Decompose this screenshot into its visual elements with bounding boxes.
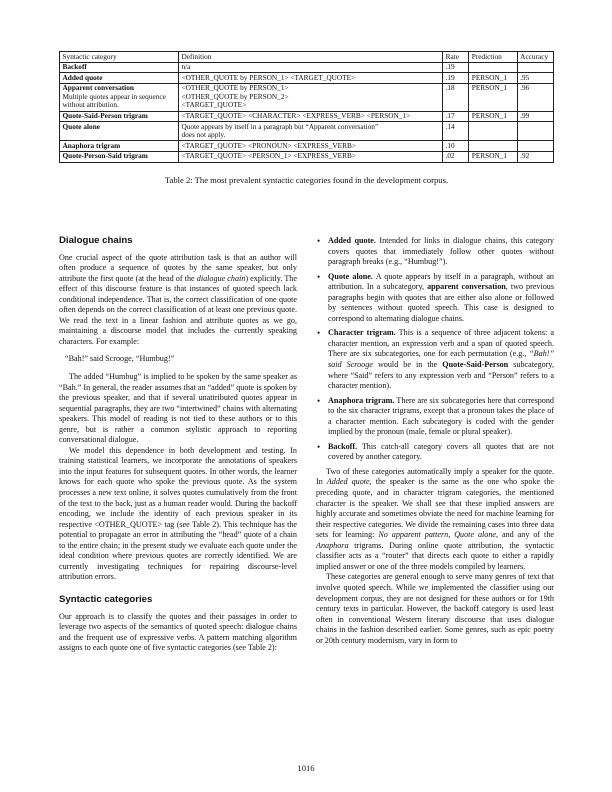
definition-line: <OTHER_QUOTE by PERSON_1> <TARGET_QUOTE> xyxy=(181,72,356,82)
cell-category xyxy=(60,83,179,111)
category-name: Apparent conversation xyxy=(62,83,134,93)
cell-rate: .17 xyxy=(443,111,469,122)
syntactic-categories-table-wrap xyxy=(59,51,554,163)
text-span: , and any of the xyxy=(496,530,554,540)
paragraph: Our approach is to classify the quotes and their passages in order to leverage two aspects of the semantics of quoted speech: dialogue chains and the frequent use of expressive verbs. A pattern matching algorithm assigns to each quote one of five syntactic categories (see Table 2): xyxy=(59,611,297,653)
cell-definition xyxy=(178,151,442,162)
cell-rate: .14 xyxy=(443,122,469,141)
section-heading-syntactic-categories: Syntactic categories xyxy=(59,593,153,605)
cell-category xyxy=(60,141,179,152)
definition-line: <TARGET_QUOTE> <PRONOUN> <EXPRESS_VERB> xyxy=(181,140,356,150)
list-item xyxy=(316,396,554,438)
text-span: One crucial aspect of the quote attribution task is that an author will often produce a sequence of quotes by the same speaker, but only attribute the first quote (at the head of the xyxy=(59,252,297,283)
cell-accuracy xyxy=(517,141,553,152)
table-row xyxy=(60,83,554,111)
definition-line: <TARGET_QUOTE> xyxy=(181,100,247,110)
definition-line: <OTHER_QUOTE by PERSON_2> xyxy=(181,91,289,101)
table-row xyxy=(60,111,554,122)
right-column xyxy=(316,236,554,646)
list-item xyxy=(316,272,554,325)
text-span: ) explicitly. The effect of this discourse feature is that instances of quoted speech lack conditional independence. That is, the correct classification of one quote often depends on the correct classification of at least one previous quote. We read the text in a linear fashion and attribute quotes as we go, maintaining a discourse model that includes the currently speaking characters. For example: xyxy=(59,273,297,346)
header-accuracy: Accuracy xyxy=(517,52,553,63)
italic-term: Anaphora xyxy=(316,540,349,550)
cell-accuracy: .96 xyxy=(517,83,553,111)
header-prediction: Prediction xyxy=(469,52,517,63)
italic-term: dialogue chain xyxy=(196,273,246,283)
cell-category xyxy=(60,122,179,141)
cell-rate: .19 xyxy=(443,62,469,73)
cell-rate: .19 xyxy=(443,73,469,84)
text-span: This is a sequence of three adjacent tokens: a character mention, an expression verb and a span of quoted speech. There are six subcategories, one for each permutation (e.g., xyxy=(328,328,554,359)
definition-line: <TARGET_QUOTE> <CHARACTER> <EXPRESS_VERB> <PERSON_1> xyxy=(181,111,411,121)
table-body xyxy=(60,62,554,162)
section-heading-dialogue-chains: Dialogue chains xyxy=(59,235,133,246)
bullet-icon: • xyxy=(317,271,321,282)
category-name: Anaphora trigram xyxy=(62,140,121,150)
table-row xyxy=(60,122,554,141)
left-column xyxy=(59,236,297,654)
cell-definition xyxy=(178,122,442,141)
cell-rate: .10 xyxy=(443,141,469,152)
table-row xyxy=(60,151,554,162)
list-term: Anaphora trigram. xyxy=(328,395,395,405)
list-term: Character trigram. xyxy=(328,328,396,338)
cell-accuracy: .99 xyxy=(517,111,553,122)
definition-line: n/a xyxy=(181,62,191,72)
text-span: A quote appears by itself in a paragraph, without an attribution. In a subcategory, xyxy=(328,271,554,292)
bullet-icon: • xyxy=(317,236,321,246)
cell-category xyxy=(60,62,179,73)
text-span: This catch-all category covers all quotes that are not covered by another category. xyxy=(328,441,554,462)
category-name: Quote-Person-Said trigram xyxy=(62,151,148,161)
cell-prediction xyxy=(469,122,517,141)
bold-term: apparent conversation xyxy=(427,282,506,292)
paragraph: These categories are general enough to serve many genres of text that involve quoted speech. While we implemented the classifier using our development corpus, they are not designed for these authors or for 19th century texts in particular. However, the backoff category is used least often in conventional Western literary discourse that uses dialogue chains in the fashion described earlier. Some genres, such as epic poetry or 20th century modernism, vary in form to xyxy=(316,572,554,645)
definition-line: does not apply. xyxy=(181,130,226,140)
text-span: subcategory, where “Said” refers to any expression verb and “Person” refers to a character mention). xyxy=(328,360,554,391)
list-item xyxy=(316,328,554,391)
list-item xyxy=(316,442,554,463)
bullet-icon: • xyxy=(317,441,321,452)
cell-rate: .02 xyxy=(443,151,469,162)
category-name: Backoff xyxy=(62,62,87,72)
paragraph: The added “Humbug” is implied to be spoken by the same speaker as “Bah.” In general, the reader assumes that an “added” quote is spoken by the previous speaker, and that if several unattributed quotes appear in sequential paragraphs, they are two “intertwined” chains with alternating speakers. This model of reading is not tied to these authors or to this genre, but is rather a common stylistic approach to reporting conversational dialogue. xyxy=(59,372,297,445)
list-item xyxy=(316,236,554,268)
list-term: Backoff. xyxy=(328,441,358,451)
cell-accuracy: .92 xyxy=(517,151,553,162)
category-name: Quote alone xyxy=(62,121,100,131)
list-term: Added quote. xyxy=(328,236,376,245)
category-note: Multiple quotes appear in sequence without attribution. xyxy=(62,91,166,110)
category-name: Quote-Said-Person trigram xyxy=(62,111,148,121)
cell-rate: .18 xyxy=(443,83,469,111)
definition-line: <OTHER_QUOTE by PERSON_1> xyxy=(181,83,289,93)
text-span: would be in the xyxy=(372,360,443,370)
text-span: There are six subcategories here that correspond to the six character trigrams, except that a pronoun takes the place of a character mention. Each subcategory is coded with the gender implied by the pronoun (male, female or plural speaker). xyxy=(328,395,554,437)
header-definition: Definition xyxy=(178,52,442,63)
cell-category xyxy=(60,73,179,84)
cell-accuracy: .95 xyxy=(517,73,553,84)
cell-category xyxy=(60,111,179,122)
cell-accuracy xyxy=(517,122,553,141)
list-term: Quote alone. xyxy=(328,271,373,281)
cell-prediction xyxy=(469,62,517,73)
cell-definition xyxy=(178,83,442,111)
syntactic-categories-table xyxy=(59,51,554,163)
table-header-row xyxy=(60,52,554,63)
bullet-icon: • xyxy=(317,395,321,406)
cell-prediction xyxy=(469,141,517,152)
header-category: Syntactic category xyxy=(60,52,179,63)
header-rate: Rate xyxy=(443,52,469,63)
page-number: 1016 xyxy=(297,763,315,773)
category-name: Added quote xyxy=(62,72,103,82)
text-span: , two previous paragraphs begin with quotes that are either also alone or followed by sentences without quoted speech. This case is designed to correspond to alternating dialogue chains. xyxy=(328,282,555,323)
cell-definition xyxy=(178,111,442,122)
cell-definition xyxy=(178,62,442,73)
definition-line: <TARGET_QUOTE> <PERSON_1> <EXPRESS_VERB> xyxy=(181,151,356,161)
table-row xyxy=(60,73,554,84)
cell-accuracy xyxy=(517,62,553,73)
definition-line: Quote appears by itself in a paragraph but “Apparent conversation” xyxy=(181,121,379,131)
example-quote: “Bah!” said Scrooge, “Humbug!” xyxy=(65,354,175,364)
paragraph xyxy=(59,253,297,348)
cell-prediction: PERSON_1 xyxy=(469,111,517,122)
text-span: Two of these categories automatically imply a speaker for the quote. In xyxy=(316,466,554,487)
italic-term: Added quote xyxy=(326,477,370,487)
cell-definition xyxy=(178,141,442,152)
italic-term: “Bah!” said Scrooge xyxy=(328,349,554,370)
text-span: trigrams. During online quote attribution, the syntactic classifier acts as a “router” that directs each quote to either a rapidly implied answer or one of the three models compiled by learners. xyxy=(316,540,554,571)
bold-term: Quote-Said-Person xyxy=(442,360,509,370)
category-list xyxy=(316,236,554,463)
paragraph xyxy=(316,467,554,572)
cell-prediction: PERSON_1 xyxy=(469,151,517,162)
cell-definition xyxy=(178,73,442,84)
text-span: Intended for links in dialogue chains, this category covers quotes that immediately follow other quotes without paragraph breaks (e.g., “Humbug!”). xyxy=(328,236,554,267)
table-caption: Table 2: The most prevalent syntactic categories found in the development corpus. xyxy=(164,175,449,185)
cell-prediction: PERSON_1 xyxy=(469,83,517,111)
text-span: , the speaker is the same as the one who spoke the preceding quote, and in character trigram categories, the mentioned character is the speaker. We shall see that these implied answers are highly accurate and sometimes obviate the need for machine learning for their respective categories. We divide the remaining cases into three data sets for learning: xyxy=(316,477,555,540)
table-row xyxy=(60,62,554,73)
table-row xyxy=(60,141,554,152)
bullet-icon: • xyxy=(317,328,321,339)
cell-prediction: PERSON_1 xyxy=(469,73,517,84)
italic-term: No apparent pattern, Quote alone xyxy=(378,530,497,540)
paragraph: We model this dependence in both development and testing. In training statistical learners, we incorporate the annotations of speakers into the input features for subsequent quotes. In other words, the learner knows for each quote who spoke the previous quote. As the system processes a new text online, it solves quotes cumulatively from the front of the text to the back, just as a human reader would. During the backoff encoding, we include the identity of each previous speaker in its respective <OTHER_QUOTE> tag (see Table 2). This technique has the potential to propagate an error in attributing the “head” quote of a chain to the entire chain; in the present study we evaluate each quote under the ideal condition where previous quotes are correctly identified. We are currently investigating techniques for repairing discourse-level attribution errors. xyxy=(59,445,297,582)
cell-category xyxy=(60,151,179,162)
